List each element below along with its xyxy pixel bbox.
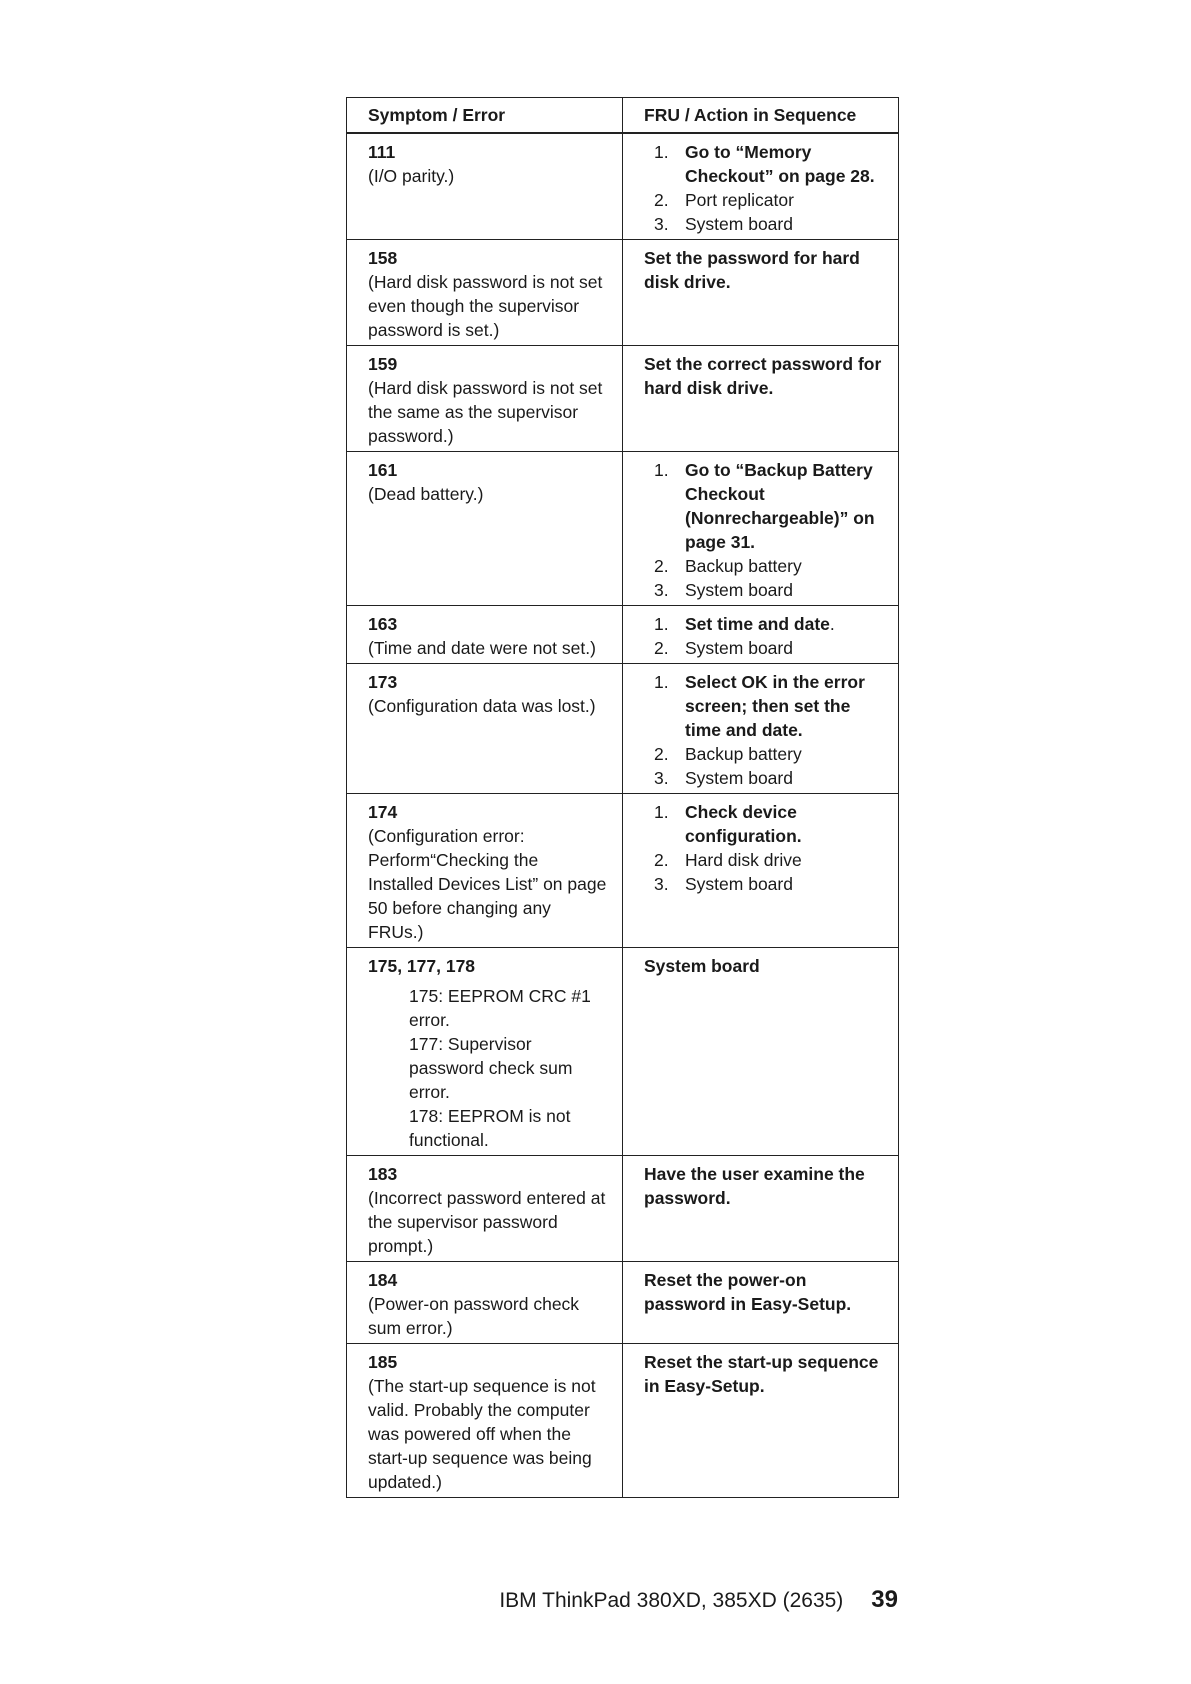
action-step bbox=[644, 766, 884, 790]
step-text: Port replicator bbox=[685, 190, 794, 210]
fru-table bbox=[346, 97, 899, 1498]
table-body bbox=[347, 133, 899, 1498]
step-number: 2. bbox=[654, 190, 669, 210]
step-text: Backup battery bbox=[685, 744, 802, 764]
error-code: 163 bbox=[368, 614, 398, 634]
table-row bbox=[347, 1262, 899, 1344]
step-text: Backup battery bbox=[685, 556, 802, 576]
error-sub-item: 177: Supervisor password check sum error. bbox=[409, 1034, 573, 1102]
step-number: 2. bbox=[654, 850, 669, 870]
fru-action-cell bbox=[623, 794, 899, 948]
table-row bbox=[347, 664, 899, 794]
error-description: (The start-up sequence is not valid. Probably the computer was powered off when the start-up sequence was being updated.) bbox=[368, 1376, 596, 1492]
fru-table-container bbox=[346, 97, 898, 1498]
symptom-error-cell bbox=[347, 1262, 623, 1344]
table-row bbox=[347, 240, 899, 346]
symptom-error-cell bbox=[347, 240, 623, 346]
fru-action-cell bbox=[623, 240, 899, 346]
step-text: System board bbox=[685, 580, 793, 600]
step-number: 3. bbox=[654, 580, 669, 600]
step-text: Set time and date bbox=[685, 614, 830, 634]
action-step bbox=[644, 554, 884, 578]
step-number: 1. bbox=[654, 802, 669, 822]
step-number: 1. bbox=[654, 672, 669, 692]
action-step bbox=[644, 848, 884, 872]
error-code: 174 bbox=[368, 802, 398, 822]
header-fru-action: FRU / Action in Sequence bbox=[623, 98, 899, 134]
error-code: 111 bbox=[368, 142, 396, 162]
error-code: 158 bbox=[368, 248, 398, 268]
fru-action-cell bbox=[623, 133, 899, 240]
action-step bbox=[644, 636, 884, 660]
action-steps bbox=[644, 800, 884, 896]
action-steps bbox=[644, 612, 884, 660]
step-text: System board bbox=[685, 638, 793, 658]
fru-action-cell bbox=[623, 452, 899, 606]
step-number: 1. bbox=[654, 460, 669, 480]
error-code: 184 bbox=[368, 1270, 398, 1290]
step-number: 1. bbox=[654, 142, 669, 162]
table-row bbox=[347, 1344, 899, 1498]
action-text: Reset the start-up sequence in Easy-Setup. bbox=[644, 1352, 879, 1396]
step-text: System board bbox=[685, 874, 793, 894]
page-footer bbox=[499, 1586, 898, 1614]
page-number: 39 bbox=[871, 1586, 898, 1613]
error-code: 173 bbox=[368, 672, 398, 692]
step-text: Hard disk drive bbox=[685, 850, 802, 870]
action-text: Set the password for hard disk drive. bbox=[644, 248, 860, 292]
fru-action-cell bbox=[623, 346, 899, 452]
error-description: (Power-on password check sum error.) bbox=[368, 1294, 580, 1338]
fru-action-cell bbox=[623, 1156, 899, 1262]
table-row bbox=[347, 794, 899, 948]
action-step bbox=[644, 800, 884, 848]
error-description: (Configuration error: Perform“Checking the Installed Devices List” on page 50 before changing any FRUs.) bbox=[368, 826, 607, 942]
step-text: Select OK in the error screen; then set the time and date. bbox=[685, 672, 865, 740]
fru-action-cell bbox=[623, 1262, 899, 1344]
fru-action-cell bbox=[623, 948, 899, 1156]
action-step bbox=[644, 188, 884, 212]
action-steps bbox=[644, 458, 884, 602]
step-suffix: . bbox=[829, 614, 835, 634]
step-text: Check device configuration. bbox=[685, 802, 802, 846]
action-text: System board bbox=[644, 956, 760, 976]
table-header-row bbox=[347, 98, 899, 134]
fru-action-cell bbox=[623, 664, 899, 794]
table-row bbox=[347, 1156, 899, 1262]
action-step bbox=[644, 872, 884, 896]
error-sub-item: 175: EEPROM CRC #1 error. bbox=[409, 986, 591, 1030]
action-step bbox=[644, 140, 884, 188]
error-description: (Configuration data was lost.) bbox=[368, 696, 596, 716]
error-description: (Hard disk password is not set even though the supervisor password is set.) bbox=[368, 272, 603, 340]
fru-action-cell bbox=[623, 1344, 899, 1498]
error-code: 175, 177, 178 bbox=[368, 956, 476, 976]
action-step bbox=[644, 458, 884, 554]
table-row bbox=[347, 133, 899, 240]
symptom-error-cell bbox=[347, 948, 623, 1156]
action-steps bbox=[644, 140, 884, 236]
header-symptom-error: Symptom / Error bbox=[347, 98, 623, 134]
error-code: 185 bbox=[368, 1352, 398, 1372]
error-description: (Dead battery.) bbox=[368, 484, 484, 504]
symptom-error-cell bbox=[347, 1344, 623, 1498]
error-description: (I/O parity.) bbox=[368, 166, 455, 186]
action-step bbox=[644, 612, 884, 636]
step-text: System board bbox=[685, 768, 793, 788]
symptom-error-cell bbox=[347, 606, 623, 664]
step-number: 2. bbox=[654, 744, 669, 764]
step-number: 3. bbox=[654, 768, 669, 788]
step-number: 2. bbox=[654, 556, 669, 576]
action-text: Set the correct password for hard disk drive. bbox=[644, 354, 882, 398]
action-steps bbox=[644, 670, 884, 790]
step-text: Go to “Memory Checkout” on page 28. bbox=[685, 142, 875, 186]
error-description: (Incorrect password entered at the supervisor password prompt.) bbox=[368, 1188, 606, 1256]
action-step bbox=[644, 742, 884, 766]
action-text: Reset the power-on password in Easy-Setup. bbox=[644, 1270, 852, 1314]
error-sub-item: 178: EEPROM is not functional. bbox=[409, 1106, 571, 1150]
symptom-error-cell bbox=[347, 664, 623, 794]
step-number: 1. bbox=[654, 614, 669, 634]
symptom-error-cell bbox=[347, 794, 623, 948]
symptom-error-cell bbox=[347, 133, 623, 240]
action-step bbox=[644, 578, 884, 602]
symptom-error-cell bbox=[347, 1156, 623, 1262]
action-step bbox=[644, 670, 884, 742]
error-description: (Hard disk password is not set the same as the supervisor password.) bbox=[368, 378, 603, 446]
error-description: (Time and date were not set.) bbox=[368, 638, 596, 658]
step-number: 2. bbox=[654, 638, 669, 658]
action-text: Have the user examine the password. bbox=[644, 1164, 865, 1208]
symptom-error-cell bbox=[347, 452, 623, 606]
error-code: 159 bbox=[368, 354, 398, 374]
step-number: 3. bbox=[654, 874, 669, 894]
symptom-error-cell bbox=[347, 346, 623, 452]
step-text: System board bbox=[685, 214, 793, 234]
footer-title: IBM ThinkPad 380XD, 385XD (2635) bbox=[499, 1589, 844, 1612]
table-row bbox=[347, 606, 899, 664]
step-text: Go to “Backup Battery Checkout (Nonrechargeable)” on page 31. bbox=[685, 460, 875, 552]
table-row bbox=[347, 452, 899, 606]
error-code: 161 bbox=[368, 460, 398, 480]
error-sub-list bbox=[368, 984, 608, 1152]
action-step bbox=[644, 212, 884, 236]
table-row bbox=[347, 948, 899, 1156]
step-number: 3. bbox=[654, 214, 669, 234]
fru-action-cell bbox=[623, 606, 899, 664]
error-code: 183 bbox=[368, 1164, 398, 1184]
table-row bbox=[347, 346, 899, 452]
